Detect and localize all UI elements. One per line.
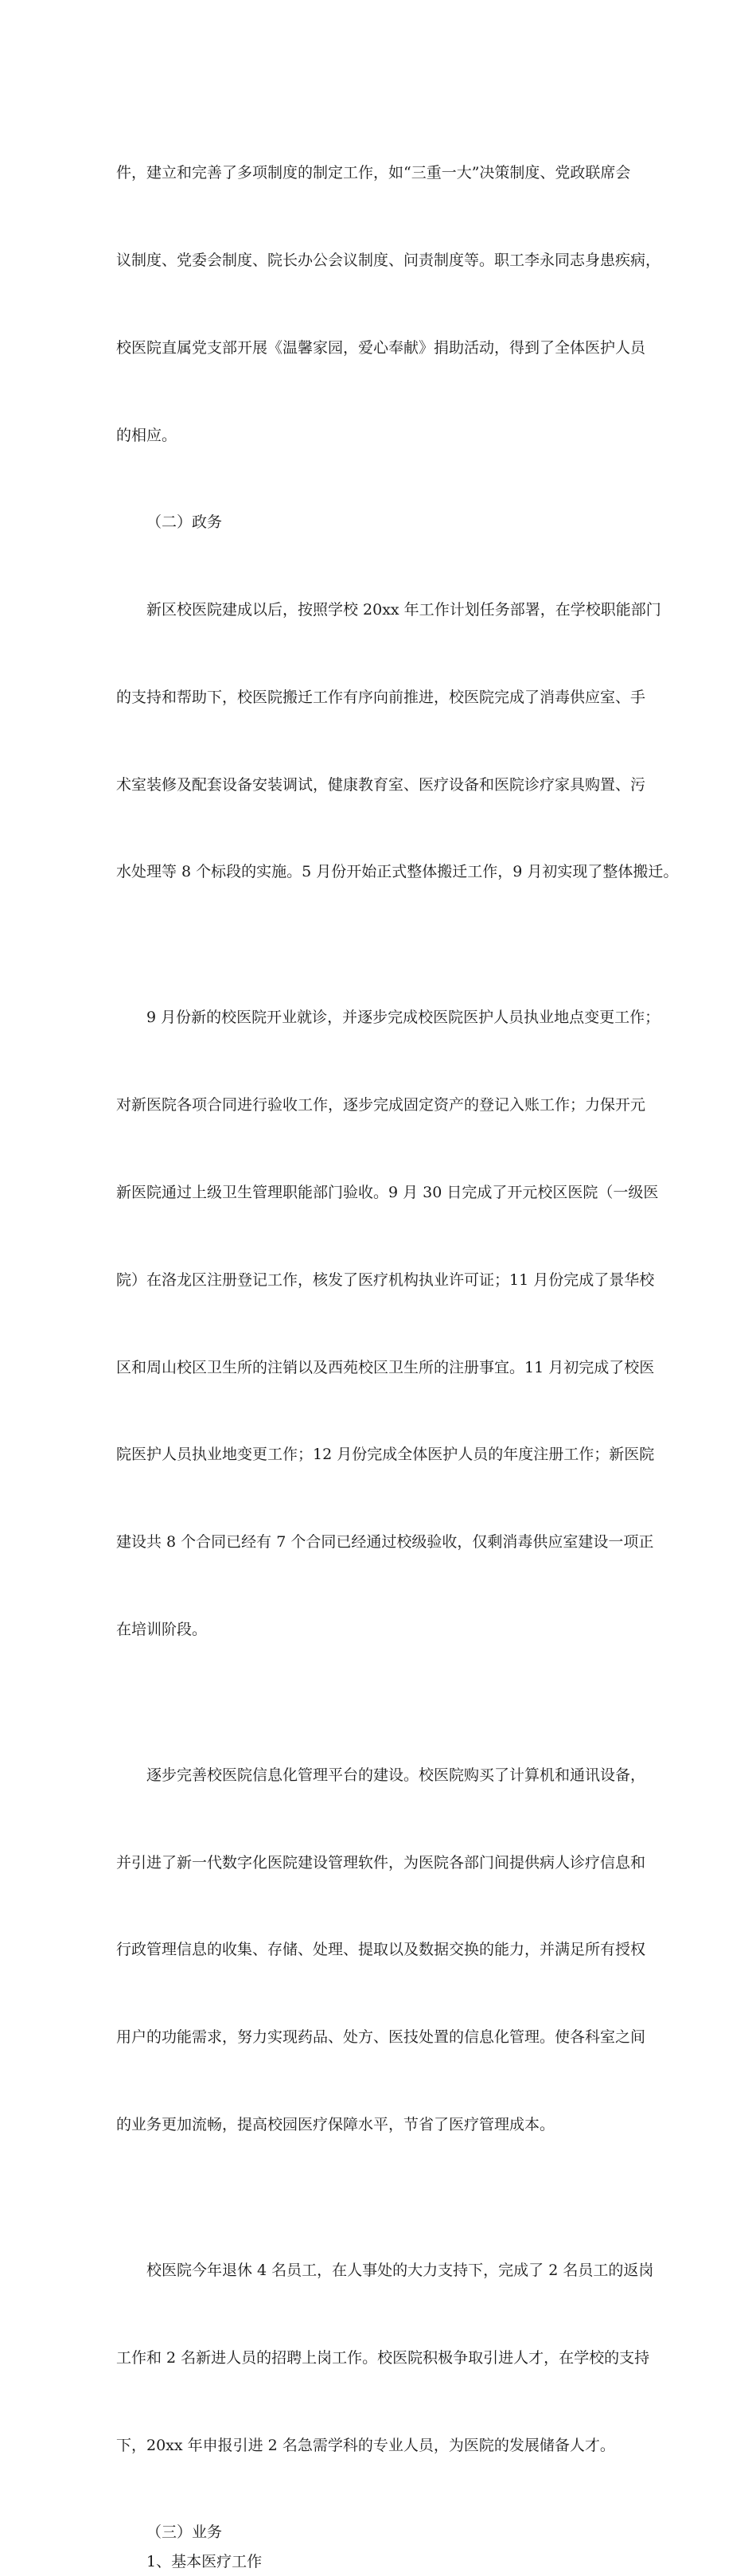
text-line: 校医院今年退休 4 名员工，在人事处的大力支持下，完成了 2 名员工的返岗 [146,2261,654,2279]
text-line: 下，20xx 年申报引进 2 名急需学科的专业人员，为医院的发展储备人才。 [116,2436,615,2454]
text-line: 工作和 2 名新进人员的招聘上岗工作。校医院积极争取引进人才，在学校的支持 [116,2348,650,2367]
paragraph-informatization [116,1703,651,2198]
text-line: 院）在洛龙区注册登记工作，核发了医疗机构执业许可证；11 月份完成了景华校 [116,1270,655,1289]
paragraph-party-building [116,100,661,508]
text-line: 用户的功能需求，努力实现药品、处方、医技处置的信息化管理。使各科室之间 [116,2028,646,2047]
text-line: 9 月份新的校医院开业就诊，并逐步完成校医院医护人员执业地点变更工作； [146,1009,661,1027]
text-line: 的业务更加流畅，提高校园医疗保障水平，节省了医疗管理成本。 [116,2115,555,2133]
text-line: 术室装修及配套设备安装调试，健康教育室、医疗设备和医院诊疗家具购置、污 [116,775,646,794]
text-line: 件，建立和完善了多项制度的制定工作，如“三重一大”决策制度、党政联席会 [116,164,631,182]
text-line: 区和周山校区卫生所的注销以及西苑校区卫生所的注册事宜。11 月初完成了校医 [116,1358,655,1376]
text-line: 在培训阶段。 [116,1620,208,1638]
text-line: 水处理等 8 个标段的实施。5 月份开始正式整体搬迁工作，9 月初实现了整体搬迁。 [116,863,679,881]
section-heading-politics: （二）政务 [146,513,223,532]
document-body [116,100,679,2576]
text-line: 的支持和帮助下，校医院搬迁工作有序向前推进，校医院完成了消毒供应室、手 [116,688,646,706]
text-line: 的相应。 [116,426,177,444]
paragraph-relocation [116,537,679,945]
paragraph-personnel [116,2198,654,2519]
paragraph-registration [116,945,661,1702]
text-line: 议制度、党委会制度、院长办公会议制度、问责制度等。职工李永同志身患疾病， [116,251,661,269]
text-line: 院医护人员执业地变更工作；12 月份完成全体医护人员的年度注册工作；新医院 [116,1446,655,1464]
text-line: 校医院直属党支部开展《温馨家园，爱心奉献》捐助活动，得到了全体医护人员 [116,338,646,357]
text-line: 行政管理信息的收集、存储、处理、提取以及数据交换的能力，并满足所有授权 [116,1941,646,1959]
text-line: 新医院通过上级卫生管理职能部门验收。9 月 30 日完成了开元校区医院（一级医 [116,1183,659,1201]
subsection-heading-basic-medical: 1、基本医疗工作 [146,2552,263,2570]
section-heading-business: （三）业务 [146,2523,223,2542]
text-line: 对新医院各项合同进行验收工作，逐步完成固定资产的登记入账工作；力保开元 [116,1096,646,1114]
text-line: 逐步完善校医院信息化管理平台的建设。校医院购买了计算机和通讯设备， [146,1766,646,1784]
text-line: 建设共 8 个合同已经有 7 个合同已经通过校级验收，仅剩消毒供应室建设一项正 [116,1533,654,1551]
text-line: 新区校医院建成以后，按照学校 20xx 年工作计划任务部署，在学校职能部门 [146,601,661,619]
text-line: 并引进了新一代数字化医院建设管理软件，为医院各部门间提供病人诊疗信息和 [116,1853,646,1872]
